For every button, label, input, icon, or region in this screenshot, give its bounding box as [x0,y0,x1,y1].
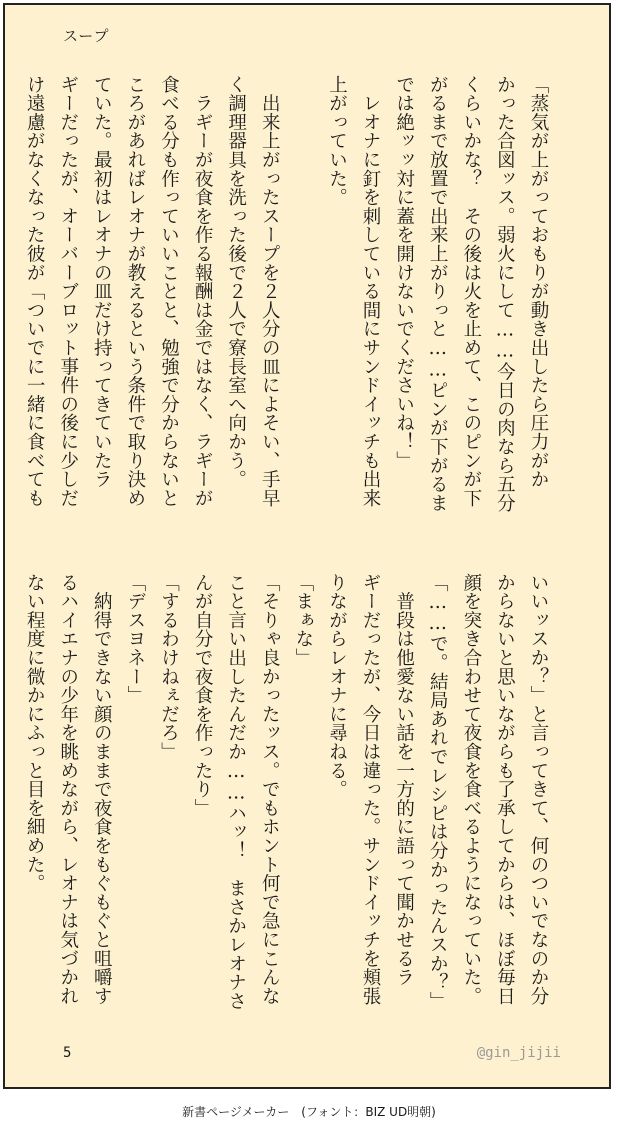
text-column: 「……で。結局あれでレシピは分かったんスか？」 [427,573,449,1011]
upper-text-block [24,75,555,515]
text-column: 出来上がったスープを２人分の皿によそい、手早 [259,75,281,508]
text-column: るハイエナの少年を眺めながら、レオナは気づかれ [57,573,79,1006]
text-column: くらいかな？ その後は火を止めて、このピンが下 [460,75,482,508]
text-column: かった合図ッス。弱火にして……今日の肉なら五分 [494,75,516,513]
text-column: ギーだったが、オーバーブロット事件の後に少しだ [57,75,79,508]
generator-caption: 新書ページメーカー (フォント：BIZ UD明朝) [182,1105,436,1119]
text-column: ていた。最初はレオナの皿だけ持ってきていたラ [91,75,113,489]
text-column: 普段は他愛ない話を一方的に語って聞かせるラ [393,573,415,987]
author-handle: @gin_jijii [476,1045,561,1061]
text-column: 「まぁな」 [292,573,314,667]
text-column: いいッスか？」と言ってきて、何のついでなのか分 [528,573,549,1006]
text-column: こと言い出したんだか……ハッ！ まさかレオナさ [225,573,247,1011]
text-column: からないと思いながらも了承してからは、ほぼ毎日 [494,573,516,1006]
book-page [3,3,611,1089]
text-column: ころがあればレオナが教えるという条件で取り決め [124,75,146,508]
text-column: では絶ッッ対に蓋を開けないでくださいね！」 [393,75,415,470]
text-column [286,75,320,515]
text-column: ない程度に微かにふっと目を細めた。 [24,573,46,893]
page-number: 5 [63,1045,72,1061]
chapter-title: スープ [63,27,110,45]
text-column: 「そりゃ良かったッス。でもホント何で急にこんな [259,573,281,1006]
text-column: 「するわけねぇだろ」 [158,573,180,761]
text-column: レオナに釘を刺している間にサンドイッチも出来 [360,75,382,508]
text-column: がるまで放置で出来上がりっと……ピンが下がるま [427,75,449,513]
text-column: 上がっていた。 [326,75,348,207]
text-column: ギーだったが、今日は違った。サンドイッチを頬張 [360,573,382,1006]
text-column: 顔を突き合わせて夜食を食べるようになっていた。 [460,573,482,1006]
text-column: 納得できない顔のままで夜食をもぐもぐと咀嚼す [91,573,113,1006]
text-column: 食べる分も作っていいことと、勉強で分からないと [158,75,180,508]
text-column: んが自分で夜食を作ったり」 [192,573,214,818]
text-column: 「蒸気が上がっておもりが動き出したら圧力がか [528,75,549,489]
text-column: りながらレオナに尋ねる。 [326,573,348,799]
lower-text-block [24,573,555,1011]
text-column: 「デスヨネー」 [124,573,146,705]
text-column: け遠慮がなくなった彼が「ついでに一緒に食べても [24,75,46,508]
text-column: く調理器具を洗った後で２人で寮長室へ向かう。 [225,75,247,489]
text-column: ラギーが夜食を作る報酬は金ではなく、ラギーが [192,75,214,508]
